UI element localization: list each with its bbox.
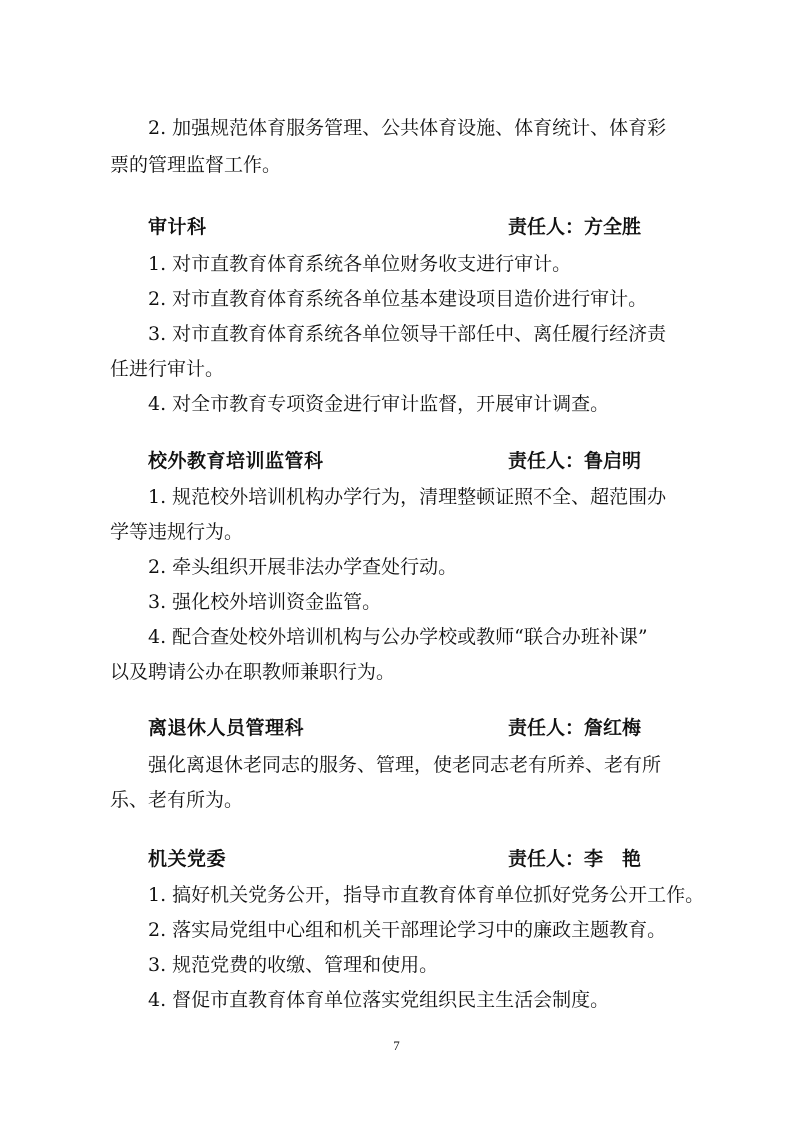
responsible-person [508,710,641,747]
paragraph-continuation: 乐、老有所为。 [110,789,244,811]
list-item: 2. 落实局党组中心组和机关干部理论学习中的廉政主题教育。 [148,919,667,941]
list-item: 2. 对市直教育体育系统各单位基本建设项目造价进行审计。 [148,288,648,310]
list-item-continuation: 任进行审计。 [110,358,225,380]
list-item: 1. 对市直教育体育系统各单位财务收支进行审计。 [148,253,572,275]
responsible-name: 方全胜 [584,216,642,238]
responsible-label: 责任人： [508,216,585,238]
department-name: 机关党委 [148,848,227,870]
list-item: 4. 对全市教育专项资金进行审计监督，开展审计调查。 [148,393,610,415]
page-number: 7 [393,1038,400,1053]
responsible-label: 责任人： [508,848,585,870]
section-header [0,710,793,747]
section-header [0,209,793,246]
section-header [0,841,793,878]
list-item: 3. 强化校外培训资金监管。 [148,591,382,613]
responsible-label: 责任人： [508,717,585,739]
section-header [0,443,793,480]
intro-item-line-2: 票的管理监督工作。 [110,154,282,176]
list-item: 2. 牵头组织开展非法办学查处行动。 [148,556,458,578]
paragraph-line: 强化离退休老同志的服务、管理，使老同志老有所养、老有所 [148,754,662,776]
responsible-label: 责任人： [508,450,585,472]
list-item: 4. 督促市直教育体育单位落实党组织民主生活会制度。 [148,989,610,1011]
responsible-person [508,841,641,878]
list-item: 1. 规范校外培训机构办学行为，清理整顿证照不全、超范围办 [148,486,667,508]
responsible-name: 鲁启明 [584,450,642,472]
responsible-name: 詹红梅 [584,717,642,739]
responsible-person [508,209,641,246]
list-item: 3. 规范党费的收缴、管理和使用。 [148,954,439,976]
responsible-name: 李 艳 [584,848,642,870]
department-name: 审计科 [148,216,207,238]
list-item-continuation: 学等违规行为。 [110,521,244,543]
department-name: 校外教育培训监管科 [148,450,324,472]
list-item-continuation: 以及聘请公办在职教师兼职行为。 [110,661,396,683]
list-item: 1. 搞好机关党务公开，指导市直教育体育单位抓好党务公开工作。 [148,884,705,906]
intro-item-line-1: 2. 加强规范体育服务管理、公共体育设施、体育统计、体育彩 [148,117,667,139]
list-item: 3. 对市直教育体育系统各单位领导干部任中、离任履行经济责 [148,323,667,345]
responsible-person [508,443,641,480]
department-name: 离退休人员管理科 [148,717,305,739]
list-item: 4. 配合查处校外培训机构与公办学校或教师“联合办班补课” [148,626,648,648]
